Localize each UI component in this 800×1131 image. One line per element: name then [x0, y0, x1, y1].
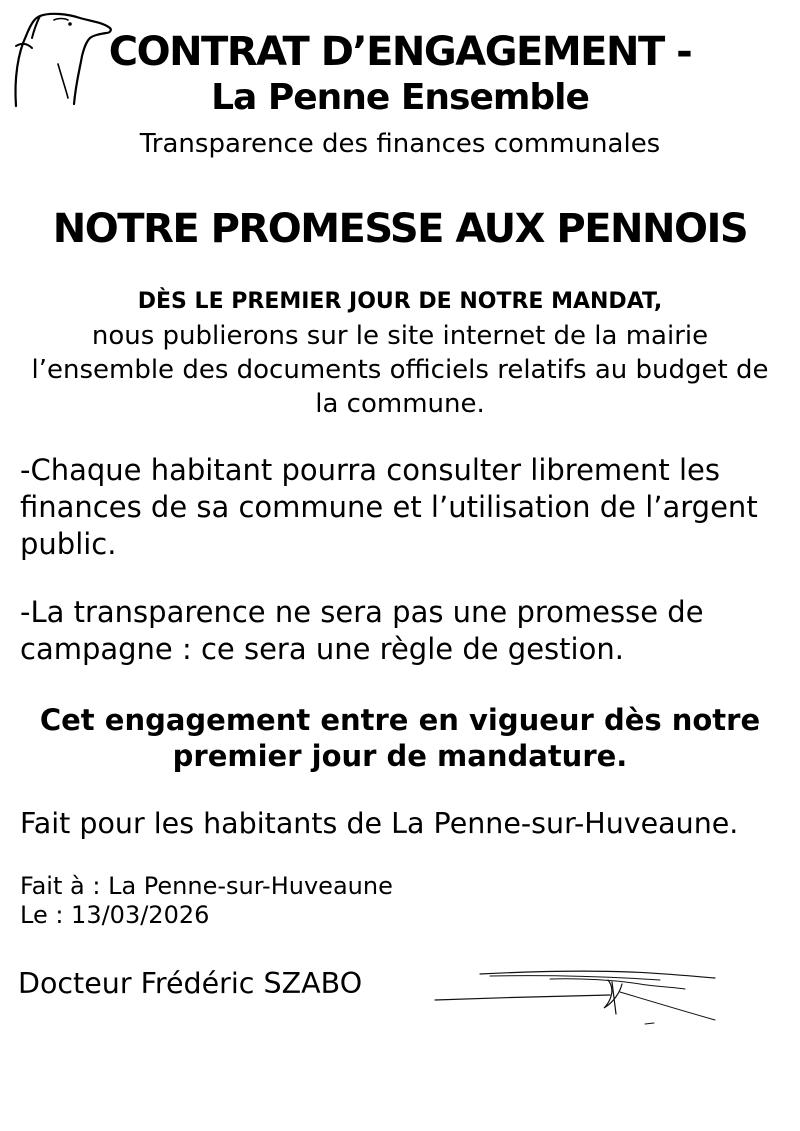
signer-name: Docteur Frédéric SZABO — [18, 967, 363, 1000]
place-line: Fait à : La Penne-sur-Huveaune — [20, 872, 393, 900]
date-line: Le : 13/03/2026 — [20, 901, 210, 929]
association-name: La Penne Ensemble — [211, 77, 589, 118]
intro-bold-line: DÈS LE PREMIER JOUR DE NOTRE MANDAT, — [137, 289, 663, 314]
document-subtitle: Transparence des finances communales — [139, 129, 661, 159]
intro-text: nous publierons sur le site internet de la mairie l’ensemble des documents officiels relatifs au budget de la commune. — [31, 321, 769, 419]
signature-icon — [430, 962, 730, 1032]
made-for-line: Fait pour les habitants de La Penne-sur-Huveaune. — [20, 807, 739, 840]
commitment-statement: Cet engagement entre en vigueur dès notre premier jour de mandature. — [39, 703, 761, 773]
point-transparency: -La transparence ne sera pas une promesse de campagne : ce sera une règle de gestion. — [20, 595, 704, 666]
contract-title: CONTRAT D’ENGAGEMENT - — [108, 29, 692, 75]
promise-heading: NOTRE PROMESSE AUX PENNOIS — [52, 206, 748, 252]
intro-paragraph — [20, 285, 780, 421]
point-consultation: -Chaque habitant pourra consulter librement les finances de sa commune et l’utilisation de l’argent public. — [20, 453, 758, 561]
